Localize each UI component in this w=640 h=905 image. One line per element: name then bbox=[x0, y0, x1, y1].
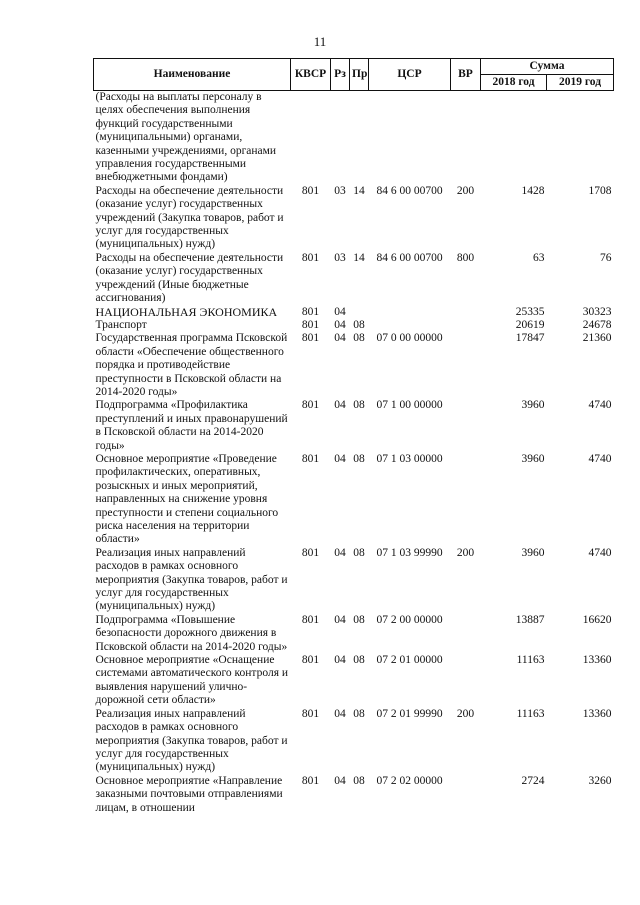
cell-csr: 84 6 00 00700 bbox=[376, 251, 443, 264]
cell-sum-2018: 11163 bbox=[516, 707, 545, 720]
cell-pr: 14 bbox=[353, 184, 365, 197]
cell-sum-2018: 25335 bbox=[515, 305, 545, 318]
cell-name: Расходы на обеспечение деятельности (оказание услуг) государственных учреждений (Иные бюджетные ассигнования) bbox=[95, 251, 284, 305]
cell-csr: 84 6 00 00700 bbox=[376, 184, 443, 197]
cell-pr: 08 bbox=[353, 654, 365, 667]
cell-rz: 04 bbox=[334, 707, 346, 720]
cell-sum-2019: 30323 bbox=[582, 305, 612, 318]
cell-name: Реализация иных направлений расходов в рамках основного мероприятия (Закупка товаров, работ и услуг для государственных (муниципальных) нужд) bbox=[95, 546, 288, 613]
table-row bbox=[94, 332, 614, 399]
cell-rz: 04 bbox=[334, 332, 346, 345]
table-row bbox=[94, 306, 614, 319]
cell-rz: 03 bbox=[334, 251, 346, 264]
cell-sum-2018 bbox=[481, 91, 547, 185]
cell-sum-2018: 1428 bbox=[521, 184, 545, 197]
budget-table bbox=[93, 58, 614, 815]
cell-kvsr: 801 bbox=[301, 654, 320, 667]
table-row bbox=[94, 252, 614, 306]
table-row bbox=[94, 708, 614, 775]
table-row bbox=[94, 654, 614, 708]
cell-vr: 200 bbox=[456, 546, 475, 559]
cell-kvsr: 801 bbox=[301, 332, 320, 345]
cell-sum-2018: 3960 bbox=[521, 399, 545, 412]
cell-name: Транспорт bbox=[95, 318, 147, 331]
cell-pr: 08 bbox=[353, 452, 365, 465]
cell-rz: 04 bbox=[334, 399, 346, 412]
header-kvsr: КВСР bbox=[291, 59, 331, 91]
cell-name: Основное мероприятие «Оснащение системами автоматического контроля и выявления нарушений улично-дорожной сети области» bbox=[95, 654, 289, 707]
header-csr: ЦСР bbox=[369, 59, 451, 91]
cell-sum-2018: 11163 bbox=[516, 654, 545, 667]
cell-pr bbox=[350, 306, 369, 319]
cell-kvsr bbox=[291, 91, 331, 185]
table-row bbox=[94, 91, 614, 185]
cell-csr: 07 2 01 99990 bbox=[376, 707, 443, 720]
cell-csr bbox=[369, 91, 451, 185]
cell-sum-2018: 3960 bbox=[521, 546, 545, 559]
table-row bbox=[94, 775, 614, 815]
cell-sum-2019: 4740 bbox=[588, 399, 612, 412]
cell-vr bbox=[451, 453, 481, 547]
cell-sum-2019: 24678 bbox=[582, 318, 612, 331]
header-year-2018: 2018 год bbox=[481, 75, 547, 91]
cell-vr bbox=[451, 306, 481, 319]
header-name: Наименование bbox=[94, 59, 291, 91]
cell-pr: 08 bbox=[353, 774, 365, 787]
cell-name: Государственная программа Псковской области «Обеспечение общественного порядка и противодействие преступности в Псковской области на 2014-2020 годы» bbox=[95, 332, 288, 398]
cell-sum-2019: 13360 bbox=[582, 707, 612, 720]
cell-vr bbox=[451, 91, 481, 185]
cell-vr bbox=[451, 654, 481, 708]
cell-name: Реализация иных направлений расходов в рамках основного мероприятия (Закупка товаров, работ и услуг для государственных (муниципальных) нужд) bbox=[95, 707, 288, 774]
cell-sum-2019: 21360 bbox=[582, 332, 612, 345]
cell-kvsr: 801 bbox=[301, 613, 320, 626]
cell-kvsr: 801 bbox=[301, 399, 320, 412]
cell-pr: 08 bbox=[353, 399, 365, 412]
cell-rz: 04 bbox=[334, 452, 346, 465]
cell-vr bbox=[451, 319, 481, 332]
cell-pr bbox=[350, 91, 369, 185]
table-body bbox=[94, 91, 614, 815]
cell-rz: 04 bbox=[334, 654, 346, 667]
table-header bbox=[94, 59, 614, 91]
cell-kvsr: 801 bbox=[301, 774, 320, 787]
cell-pr: 08 bbox=[353, 707, 365, 720]
cell-vr bbox=[451, 332, 481, 399]
cell-sum-2019: 4740 bbox=[588, 546, 612, 559]
cell-vr bbox=[451, 775, 481, 815]
table-row bbox=[94, 547, 614, 614]
cell-rz: 04 bbox=[334, 774, 346, 787]
cell-vr bbox=[451, 399, 481, 453]
cell-csr: 07 1 03 99990 bbox=[376, 546, 443, 559]
header-sum: Сумма bbox=[481, 59, 614, 75]
cell-sum-2019 bbox=[547, 91, 614, 185]
table-row bbox=[94, 319, 614, 332]
cell-sum-2019: 1708 bbox=[588, 184, 612, 197]
cell-sum-2019: 76 bbox=[600, 251, 612, 264]
cell-pr: 08 bbox=[353, 546, 365, 559]
table-row bbox=[94, 614, 614, 654]
cell-name: Подпрограмма «Профилактика преступлений и иных правонарушений в Псковской области на 2014-2020 годы» bbox=[95, 399, 288, 452]
cell-sum-2018: 13887 bbox=[515, 613, 545, 626]
cell-vr: 200 bbox=[456, 707, 475, 720]
cell-sum-2019: 16620 bbox=[582, 613, 612, 626]
cell-csr: 07 1 00 00000 bbox=[376, 399, 443, 412]
cell-pr: 14 bbox=[353, 251, 365, 264]
page-number: 11 bbox=[313, 34, 327, 49]
cell-rz: 03 bbox=[334, 184, 346, 197]
header-rz: Рз bbox=[331, 59, 350, 91]
cell-name: Основное мероприятие «Проведение профилактических, оперативных, розыскных и иных мероприятий, направленных на снижение уровня преступности и степени социального риска населения на территории области» bbox=[95, 452, 279, 546]
cell-sum-2018: 3960 bbox=[521, 452, 545, 465]
cell-csr: 07 2 01 00000 bbox=[376, 654, 443, 667]
cell-csr: 07 1 03 00000 bbox=[376, 452, 443, 465]
cell-name: Расходы на обеспечение деятельности (оказание услуг) государственных учреждений (Закупка товаров, работ и услуг для государственных (муниципальных) нужд) bbox=[95, 184, 284, 251]
cell-name: Основное мероприятие «Направление заказными почтовыми отправлениями лицам, в отношении bbox=[95, 774, 283, 814]
table-row bbox=[94, 453, 614, 547]
cell-pr: 08 bbox=[353, 613, 365, 626]
cell-csr bbox=[369, 306, 451, 319]
cell-pr: 08 bbox=[353, 318, 365, 331]
cell-sum-2018: 2724 bbox=[521, 774, 545, 787]
cell-sum-2019: 3260 bbox=[588, 774, 612, 787]
cell-kvsr: 801 bbox=[301, 305, 320, 318]
cell-csr: 07 2 02 00000 bbox=[376, 774, 443, 787]
cell-rz: 04 bbox=[334, 613, 346, 626]
cell-name: НАЦИОНАЛЬНАЯ ЭКОНОМИКА bbox=[95, 304, 278, 319]
cell-vr bbox=[451, 614, 481, 654]
cell-sum-2018: 63 bbox=[533, 251, 545, 264]
cell-rz bbox=[331, 91, 350, 185]
table-row bbox=[94, 185, 614, 252]
cell-rz: 04 bbox=[334, 546, 346, 559]
cell-rz: 04 bbox=[334, 305, 346, 318]
cell-sum-2019: 4740 bbox=[588, 452, 612, 465]
cell-name: Подпрограмма «Повышение безопасности дорожного движения в Псковской области на 2014-2020 годы» bbox=[95, 613, 288, 653]
header-vr: ВР bbox=[451, 59, 481, 91]
cell-pr: 08 bbox=[353, 332, 365, 345]
cell-kvsr: 801 bbox=[301, 452, 320, 465]
cell-kvsr: 801 bbox=[301, 707, 320, 720]
table-row bbox=[94, 399, 614, 453]
cell-name: (Расходы на выплаты персоналу в целях обеспечения выполнения функций государственными (муниципальными) органами, казенными учреждениями, органами управления государственными внебюджетными фондами) bbox=[95, 91, 277, 184]
header-year-2019: 2019 год bbox=[547, 75, 614, 91]
cell-kvsr: 801 bbox=[301, 251, 320, 264]
cell-sum-2019: 13360 bbox=[582, 654, 612, 667]
cell-rz: 04 bbox=[334, 318, 346, 331]
cell-kvsr: 801 bbox=[301, 184, 320, 197]
header-pr: Пр bbox=[350, 59, 369, 91]
cell-vr: 200 bbox=[456, 184, 475, 197]
cell-sum-2018: 17847 bbox=[515, 332, 545, 345]
cell-csr: 07 0 00 00000 bbox=[376, 332, 443, 345]
cell-csr: 07 2 00 00000 bbox=[376, 613, 443, 626]
cell-kvsr: 801 bbox=[301, 546, 320, 559]
cell-csr bbox=[369, 319, 451, 332]
cell-sum-2018: 20619 bbox=[515, 318, 545, 331]
cell-vr: 800 bbox=[456, 251, 475, 264]
cell-kvsr: 801 bbox=[301, 318, 320, 331]
